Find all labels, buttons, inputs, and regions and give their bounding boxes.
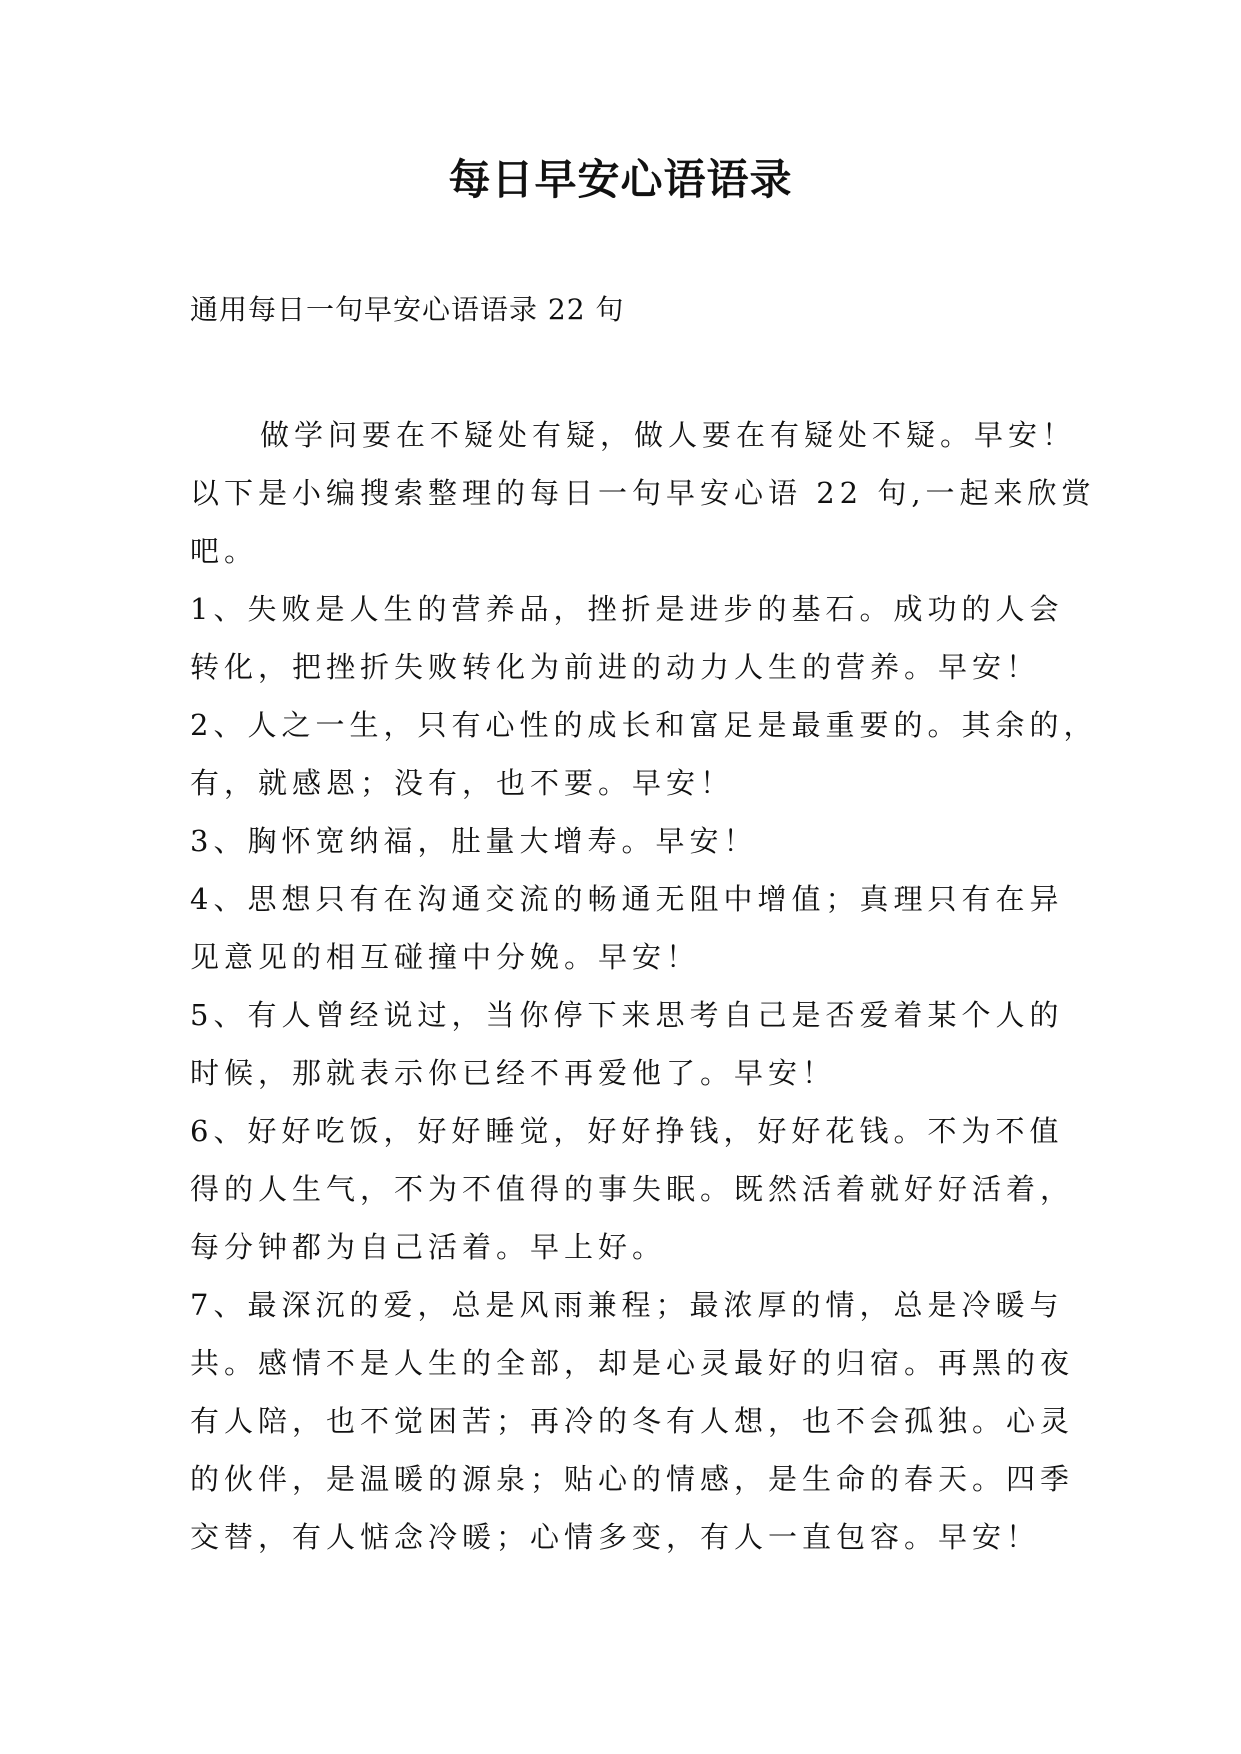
paragraph-line: 的伙伴，是温暖的源泉；贴心的情感，是生命的春天。四季	[190, 1462, 1075, 1496]
paragraph-line: 吧。	[190, 534, 259, 568]
document-body	[190, 406, 1098, 1566]
paragraph-line: 以下是小编搜索整理的每日一句早安心语 22 句,一起来欣赏	[190, 476, 1096, 510]
paragraph-line: 1、失败是人生的营养品，挫折是进步的基石。成功的人会	[190, 592, 1064, 626]
paragraph-line: 转化，把挫折失败转化为前进的动力人生的营养。早安！	[190, 650, 1041, 684]
paragraph-line: 有，就感恩；没有，也不要。早安！	[190, 766, 735, 800]
paragraph-line: 得的人生气，不为不值得的事失眠。既然活着就好好活着，	[190, 1172, 1075, 1206]
paragraph-line: 见意见的相互碰撞中分娩。早安！	[190, 940, 701, 974]
paragraph-line: 交替，有人惦念冷暖；心情多变，有人一直包容。早安！	[190, 1520, 1041, 1554]
paragraph-line: 6、好好吃饭，好好睡觉，好好挣钱，好好花钱。不为不值	[190, 1114, 1064, 1148]
paragraph-line: 每分钟都为自己活着。早上好。	[190, 1230, 667, 1264]
paragraph-line: 3、胸怀宽纳福，肚量大增寿。早安！	[190, 824, 758, 858]
paragraph-line: 做学问要在不疑处有疑，做人要在有疑处不疑。早安！	[260, 418, 1077, 452]
paragraph-line: 有人陪，也不觉困苦；再冷的冬有人想，也不会孤独。心灵	[190, 1404, 1075, 1438]
paragraph-line: 共。感情不是人生的全部，却是心灵最好的归宿。再黑的夜	[190, 1346, 1075, 1380]
paragraph-line: 4、思想只有在沟通交流的畅通无阻中增值；真理只有在异	[190, 882, 1064, 916]
paragraph-line: 5、有人曾经说过，当你停下来思考自己是否爱着某个人的	[190, 998, 1064, 1032]
document-title: 每日早安心语语录	[448, 155, 793, 204]
paragraph-line: 7、最深沉的爱，总是风雨兼程；最浓厚的情，总是冷暖与	[190, 1288, 1064, 1322]
paragraph-line: 时候，那就表示你已经不再爱他了。早安！	[190, 1056, 837, 1090]
paragraph-line: 2、人之一生，只有心性的成长和富足是最重要的。其余的，	[190, 708, 1098, 742]
document-subtitle: 通用每日一句早安心语语录 22 句	[190, 293, 625, 326]
